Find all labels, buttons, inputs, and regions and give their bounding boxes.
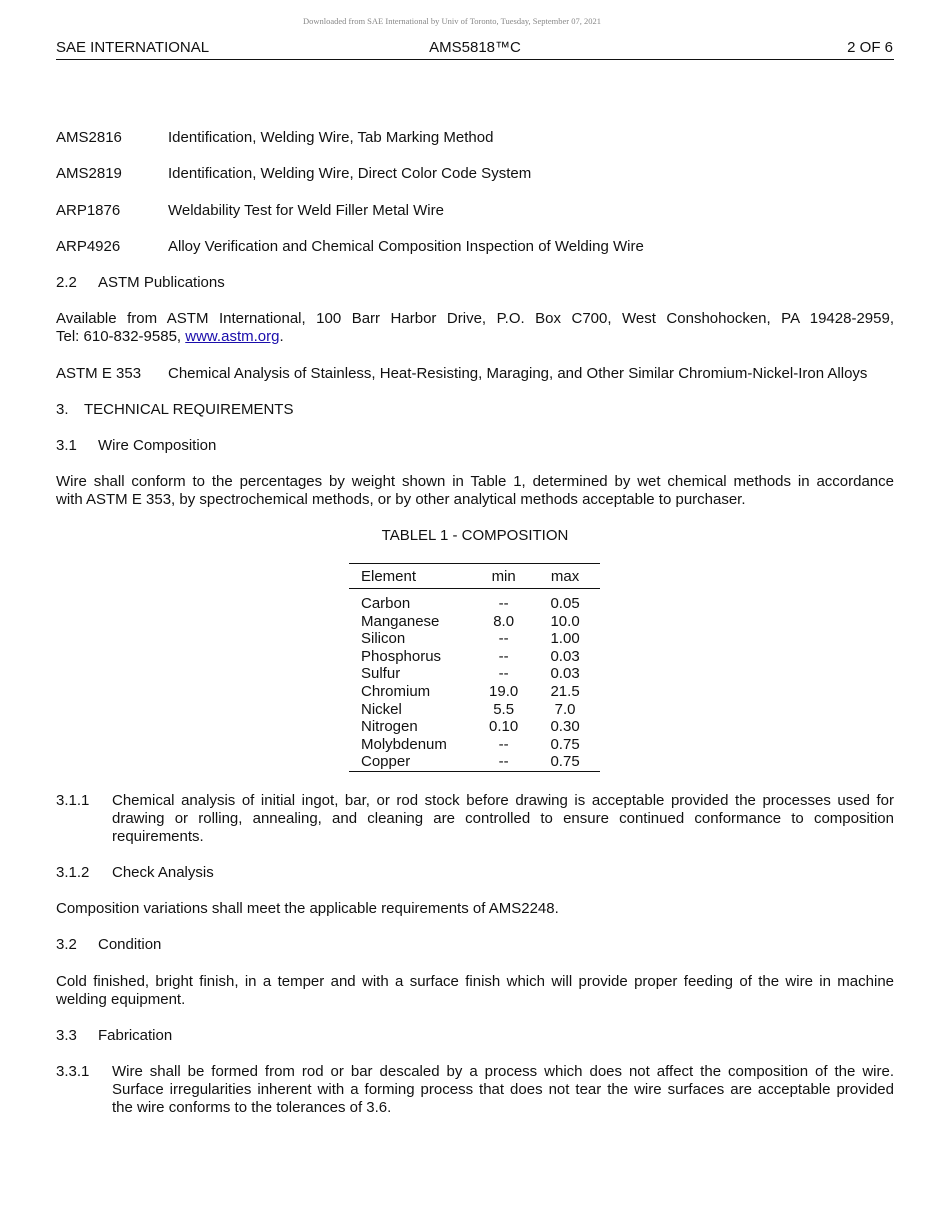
table-row bbox=[349, 683, 600, 701]
cell-element: Molybdenum bbox=[361, 735, 447, 753]
section-number: 3.1.1 bbox=[56, 792, 90, 809]
section-title: Fabrication bbox=[98, 1027, 173, 1044]
cell-element: Carbon bbox=[361, 595, 411, 612]
cell-element: Nitrogen bbox=[361, 718, 418, 736]
cell-element: Phosphorus bbox=[361, 647, 442, 665]
cell-element: Sulfur bbox=[361, 665, 401, 683]
cell-max: 0.75 bbox=[550, 753, 580, 771]
header-org: SAE INTERNATIONAL bbox=[56, 39, 210, 56]
header-rule bbox=[56, 59, 894, 60]
table-row bbox=[349, 648, 600, 666]
cell-max: 7.0 bbox=[554, 700, 576, 718]
paragraph-line: drawing or rolling, annealing, and cleaning are controlled to ensure continued conformance to composition bbox=[112, 810, 894, 827]
cell-min: -- bbox=[498, 665, 509, 683]
cell-min: -- bbox=[498, 735, 509, 753]
paragraph-line: Cold finished, bright finish, in a temper and with a surface finish which will provide proper feeding of the wire in machine bbox=[56, 973, 894, 990]
section-title: Condition bbox=[98, 936, 162, 953]
table-row bbox=[349, 630, 600, 648]
ref-code: AMS2816 bbox=[56, 129, 122, 146]
cell-max: 0.03 bbox=[550, 665, 580, 683]
section-title: ASTM Publications bbox=[98, 274, 225, 291]
cell-min: 19.0 bbox=[489, 682, 519, 700]
cell-max: 0.05 bbox=[550, 595, 580, 612]
cell-max: 1.00 bbox=[550, 630, 580, 648]
table-row bbox=[349, 701, 600, 719]
section-title: Check Analysis bbox=[112, 864, 214, 881]
cell-element: Nickel bbox=[361, 700, 402, 718]
table-row bbox=[349, 736, 600, 754]
cell-min: 0.10 bbox=[489, 718, 519, 736]
cell-element: Silicon bbox=[361, 630, 406, 648]
composition-paragraph bbox=[56, 473, 894, 509]
cell-min: -- bbox=[498, 630, 509, 648]
cell-element: Copper bbox=[361, 753, 411, 771]
table-row bbox=[349, 665, 600, 683]
ref-title: Alloy Verification and Chemical Composition Inspection of Welding Wire bbox=[168, 238, 644, 255]
section-number: 3.3.1 bbox=[56, 1063, 90, 1080]
paragraph-line: welding equipment. bbox=[56, 991, 186, 1008]
cell-min: -- bbox=[498, 647, 509, 665]
cell-min: -- bbox=[498, 753, 509, 771]
forming-paragraph bbox=[112, 1063, 894, 1117]
punctuation: . bbox=[279, 328, 284, 345]
ref-code: AMS2819 bbox=[56, 165, 122, 182]
ref-code: ASTM E 353 bbox=[56, 365, 142, 382]
section-number: 3.1.2 bbox=[56, 864, 90, 881]
section-number: 2.2 bbox=[56, 274, 77, 291]
paragraph-line: the wire conforms to the tolerances of 3.6. bbox=[112, 1099, 392, 1116]
paragraph-line: with ASTM E 353, by spectrochemical methods, or by other analytical methods acceptable to purchaser. bbox=[56, 491, 746, 508]
cell-element: Manganese bbox=[361, 612, 440, 630]
table-row bbox=[349, 718, 600, 736]
table-caption: TABLEL 1 - COMPOSITION bbox=[381, 527, 569, 544]
section-title: Wire Composition bbox=[98, 437, 217, 454]
column-header-max: max bbox=[550, 568, 580, 585]
ref-title: Identification, Welding Wire, Tab Marking Method bbox=[168, 129, 494, 146]
ref-title: Weldability Test for Weld Filler Metal Wire bbox=[168, 202, 444, 219]
paragraph-line bbox=[56, 328, 894, 346]
paragraph-line: Surface irregularities inherent with a forming process that does not tear the wire surfaces are acceptable provided bbox=[112, 1081, 894, 1098]
section-number: 3. bbox=[56, 401, 69, 418]
cell-max: 0.03 bbox=[550, 647, 580, 665]
section-number: 3.3 bbox=[56, 1027, 77, 1044]
header-doc-id: AMS5818™C bbox=[429, 39, 521, 56]
astm-availability-paragraph bbox=[56, 310, 894, 346]
section-number: 3.2 bbox=[56, 936, 77, 953]
ref-code: ARP1876 bbox=[56, 202, 121, 219]
table-row bbox=[349, 613, 600, 631]
ref-title: Chemical Analysis of Stainless, Heat-Resisting, Maraging, and Other Similar Chromium-Nickel-Iron Alloys bbox=[168, 365, 868, 382]
header-page-number: 2 OF 6 bbox=[847, 39, 893, 56]
cell-max: 0.30 bbox=[550, 718, 580, 736]
cell-min: 8.0 bbox=[493, 612, 515, 630]
ref-code: ARP4926 bbox=[56, 238, 121, 255]
cell-element: Chromium bbox=[361, 682, 431, 700]
column-header-min: min bbox=[491, 568, 516, 585]
astm-website-link[interactable]: www.astm.org bbox=[185, 328, 280, 345]
paragraph-line: Chemical analysis of initial ingot, bar, or rod stock before drawing is acceptable provided the processes used for bbox=[112, 792, 894, 809]
section-number: 3.1 bbox=[56, 437, 77, 454]
cell-max: 0.75 bbox=[550, 735, 580, 753]
ref-title: Identification, Welding Wire, Direct Color Code System bbox=[168, 165, 532, 182]
composition-table bbox=[349, 563, 600, 772]
check-analysis-paragraph: Composition variations shall meet the applicable requirements of AMS2248. bbox=[56, 900, 559, 917]
phone-text: Tel: 610-832-9585, bbox=[56, 328, 186, 345]
table-header-row bbox=[349, 564, 600, 589]
section-title: TECHNICAL REQUIREMENTS bbox=[84, 401, 294, 418]
column-header-element: Element bbox=[361, 568, 417, 585]
download-watermark: Downloaded from SAE International by Univ of Toronto, Tuesday, September 07, 2021 bbox=[302, 16, 602, 26]
paragraph-line: requirements. bbox=[112, 828, 204, 845]
paragraph-line: Wire shall conform to the percentages by weight shown in Table 1, determined by wet chemical methods in accordance bbox=[56, 473, 894, 490]
table-row bbox=[349, 753, 600, 771]
paragraph-line: Available from ASTM International, 100 Barr Harbor Drive, P.O. Box C700, West Conshohocken, PA 19428-2959, bbox=[56, 310, 894, 327]
paragraph-line: Wire shall be formed from rod or bar descaled by a process which does not affect the composition of the wire. bbox=[112, 1063, 894, 1080]
cell-max: 21.5 bbox=[550, 682, 580, 700]
ingot-analysis-paragraph bbox=[112, 792, 894, 846]
cell-max: 10.0 bbox=[550, 612, 580, 630]
cell-min: 5.5 bbox=[493, 700, 515, 718]
condition-paragraph bbox=[56, 973, 894, 1009]
cell-min: -- bbox=[498, 595, 509, 612]
table-row bbox=[349, 589, 600, 613]
